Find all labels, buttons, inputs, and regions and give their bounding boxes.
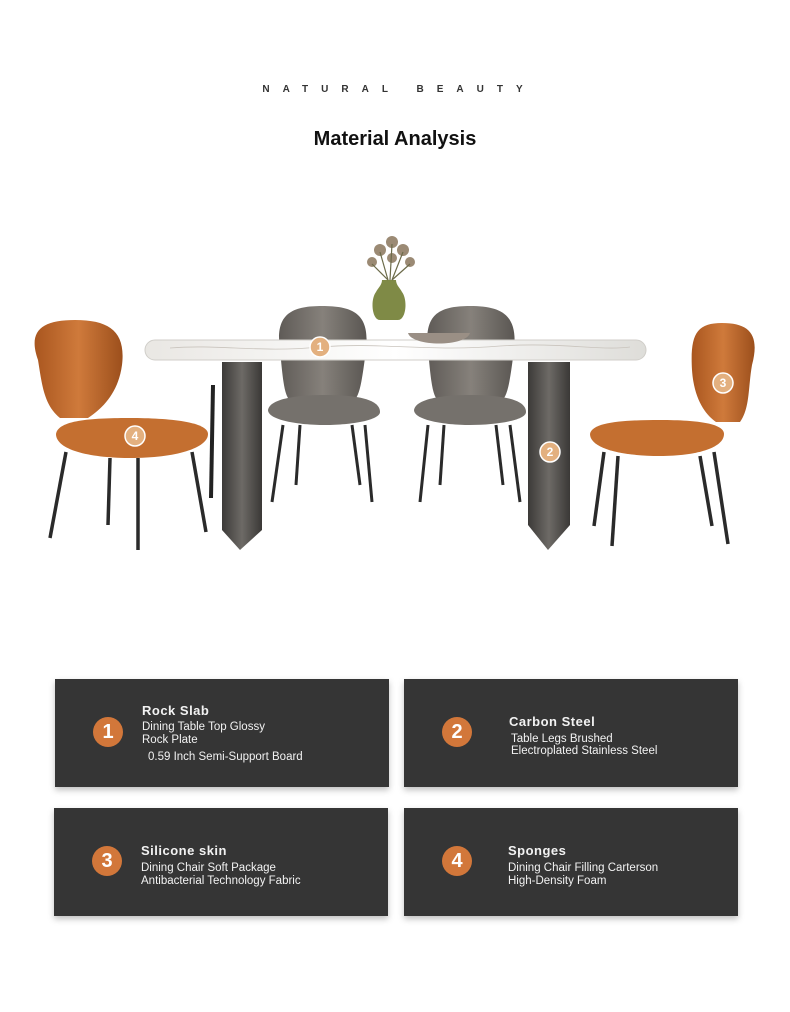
- card-line: Electroplated Stainless Steel: [511, 745, 658, 757]
- svg-text:1: 1: [316, 340, 324, 354]
- card-line: Table Legs Brushed: [511, 733, 613, 745]
- number-badge: 1: [93, 717, 123, 747]
- number-badge: 4: [442, 846, 472, 876]
- number-badge: 3: [92, 846, 122, 876]
- card-line: Dining Chair Soft Package: [141, 862, 276, 874]
- marker-1[interactable]: [310, 337, 330, 357]
- marker-4[interactable]: [125, 426, 145, 446]
- card-heading: Silicone skin: [141, 843, 227, 858]
- card-line: Rock Plate: [142, 734, 198, 746]
- card-heading: Sponges: [508, 843, 567, 858]
- card-heading: Rock Slab: [142, 703, 210, 718]
- table-leg-left: [222, 362, 262, 550]
- card-line: 0.59 Inch Semi-Support Board: [148, 751, 303, 763]
- card-line: Dining Table Top Glossy: [142, 721, 265, 733]
- number-badge: 2: [442, 717, 472, 747]
- vase-with-flowers: [367, 236, 415, 320]
- card-line: Dining Chair Filling Carterson: [508, 862, 659, 874]
- material-card-sponges: [404, 808, 738, 916]
- eyebrow-text: NATURAL BEAUTY: [262, 84, 536, 95]
- svg-text:4: 4: [131, 429, 139, 443]
- material-card-carbon-steel: [404, 679, 738, 787]
- card-heading: Carbon Steel: [509, 714, 596, 729]
- material-card-silicone-skin: [54, 808, 388, 916]
- grey-chair-left: [268, 306, 380, 502]
- card-line: High-Density Foam: [508, 875, 607, 887]
- marker-2[interactable]: [540, 442, 560, 462]
- card-line: Antibacterial Technology Fabric: [141, 875, 301, 887]
- svg-text:2: 2: [546, 445, 554, 459]
- svg-text:3: 3: [719, 376, 727, 390]
- material-card-rock-slab: [55, 679, 389, 787]
- marker-3[interactable]: [713, 373, 733, 393]
- table-top: [145, 340, 646, 360]
- dining-set-illustration: [0, 220, 790, 570]
- page-title: Material Analysis: [313, 128, 477, 150]
